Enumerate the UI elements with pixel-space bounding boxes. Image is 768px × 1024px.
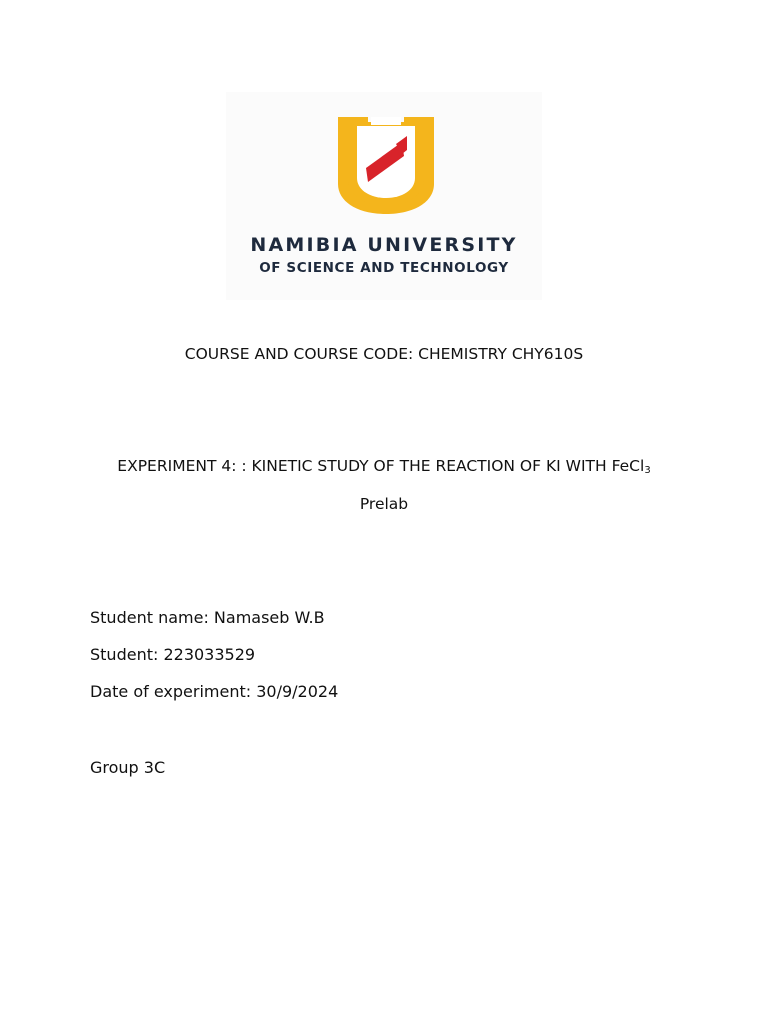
university-logo: [226, 92, 542, 300]
course-title: COURSE AND COURSE CODE: CHEMISTRY CHY610S: [184, 345, 584, 363]
group-label: Group 3C: [90, 758, 166, 777]
experiment-title: [0, 457, 768, 476]
student-name: Student name: Namaseb W.B: [90, 608, 325, 627]
experiment-title-text: EXPERIMENT 4: : KINETIC STUDY OF THE REACTION OF KI WITH FeCl: [117, 457, 645, 475]
student-number: Student: 223033529: [90, 645, 256, 664]
university-name-line1: NAMIBIA UNIVERSITY: [250, 234, 518, 256]
document-subtitle: Prelab: [359, 495, 409, 513]
university-name-line2: OF SCIENCE AND TECHNOLOGY: [259, 260, 509, 276]
experiment-date: Date of experiment: 30/9/2024: [90, 682, 339, 701]
shield-emblem-icon: [226, 92, 542, 222]
experiment-title-subscript: 3: [644, 465, 651, 476]
